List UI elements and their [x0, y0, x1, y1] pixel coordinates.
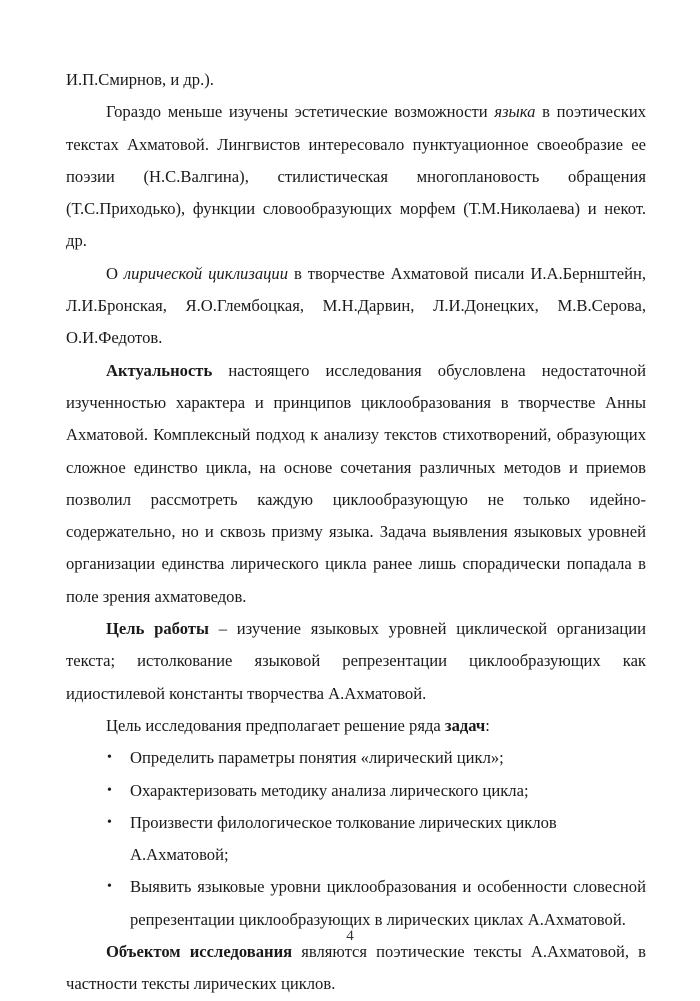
emphasis-italic: лирической циклизации — [123, 263, 289, 283]
paragraph-lyrical-cyclization — [66, 258, 646, 355]
text: Гораздо меньше изучены эстетические возможности — [106, 102, 495, 122]
list-item-text: Определить параметры понятия «лирический цикл»; — [130, 748, 504, 768]
bullet-icon: • — [107, 750, 112, 766]
text: О — [106, 263, 124, 283]
list-item — [66, 775, 646, 807]
term-bold: задач — [444, 715, 486, 735]
text: Цель исследования предполагает решение ряда — [106, 715, 445, 735]
bullet-icon: • — [107, 879, 112, 895]
list-item — [66, 871, 646, 936]
text: в поэтических текстах Ахматовой. Лингвистов интересовало пунктуационное своеобразие ее поэзии (Н.С.Валгина), стилистическая многоплановость обращения (Т.С.Приходько), функции словообразующих морфем (Т.М.Николаева) и некот. др. — [66, 102, 647, 251]
paragraph-references-end: И.П.Смирнов, и др.). — [66, 70, 214, 89]
paragraph-language-study — [66, 96, 646, 257]
bullet-icon: • — [107, 782, 112, 798]
text: в творчестве Ахматовой писали И.А.Бернштейн, Л.И.Бронская, Я.О.Глембоцкая, М.Н.Дарвин, Л.И.Донецких, М.В.Серова, О.И.Федотов. — [66, 263, 646, 348]
page-number: 4 — [346, 928, 354, 944]
text: : — [485, 715, 490, 735]
list-item-text: Выявить языковые уровни циклообразования и особенности словесной репрезентации циклообразующих в лирических циклах А.Ахматовой. — [130, 877, 646, 929]
term-bold: Цель работы — [106, 619, 209, 639]
text: настоящего исследования обусловлена недостаточной изученностью характера и принципов циклообразования в творчестве Анны Ахматовой. Комплексный подход к анализу текстов стихотворений, образующих сложное единство цикла, на основе сочетания различных методов и приемов позволил рассмотреть каждую циклообразующую не только идейно-содержательно, но и сквозь призму языка. Задача выявления языковых уровней организации единства лирического цикла ранее лишь спорадически попадала в поле зрения ахматоведов. — [66, 360, 646, 606]
list-item-text: Произвести филологическое толкование лирических циклов А.Ахматовой; — [130, 812, 557, 865]
emphasis-italic: языка — [494, 102, 536, 122]
term-bold: Объектом исследования — [106, 942, 293, 962]
text: – изучение языковых уровней циклической организации текста; истолкование языковой репрезентации циклообразующих как идиостилевой константы творчества А.Ахматовой. — [66, 619, 646, 703]
list-item — [66, 742, 646, 774]
list-item-text: Охарактеризовать методику анализа лирического цикла; — [130, 780, 529, 800]
paragraph-tasks-intro — [66, 710, 646, 742]
paragraph-research-object — [66, 936, 646, 1001]
bullet-icon: • — [107, 814, 112, 830]
paragraph-goal — [66, 613, 646, 710]
text: являются поэтические тексты А.Ахматовой, в частности тексты лирических циклов. — [66, 942, 646, 994]
paragraph-relevance — [66, 355, 646, 613]
list-item — [66, 807, 646, 872]
document-page — [66, 64, 646, 1001]
tasks-list — [66, 742, 646, 936]
term-bold: Актуальность — [106, 360, 213, 380]
